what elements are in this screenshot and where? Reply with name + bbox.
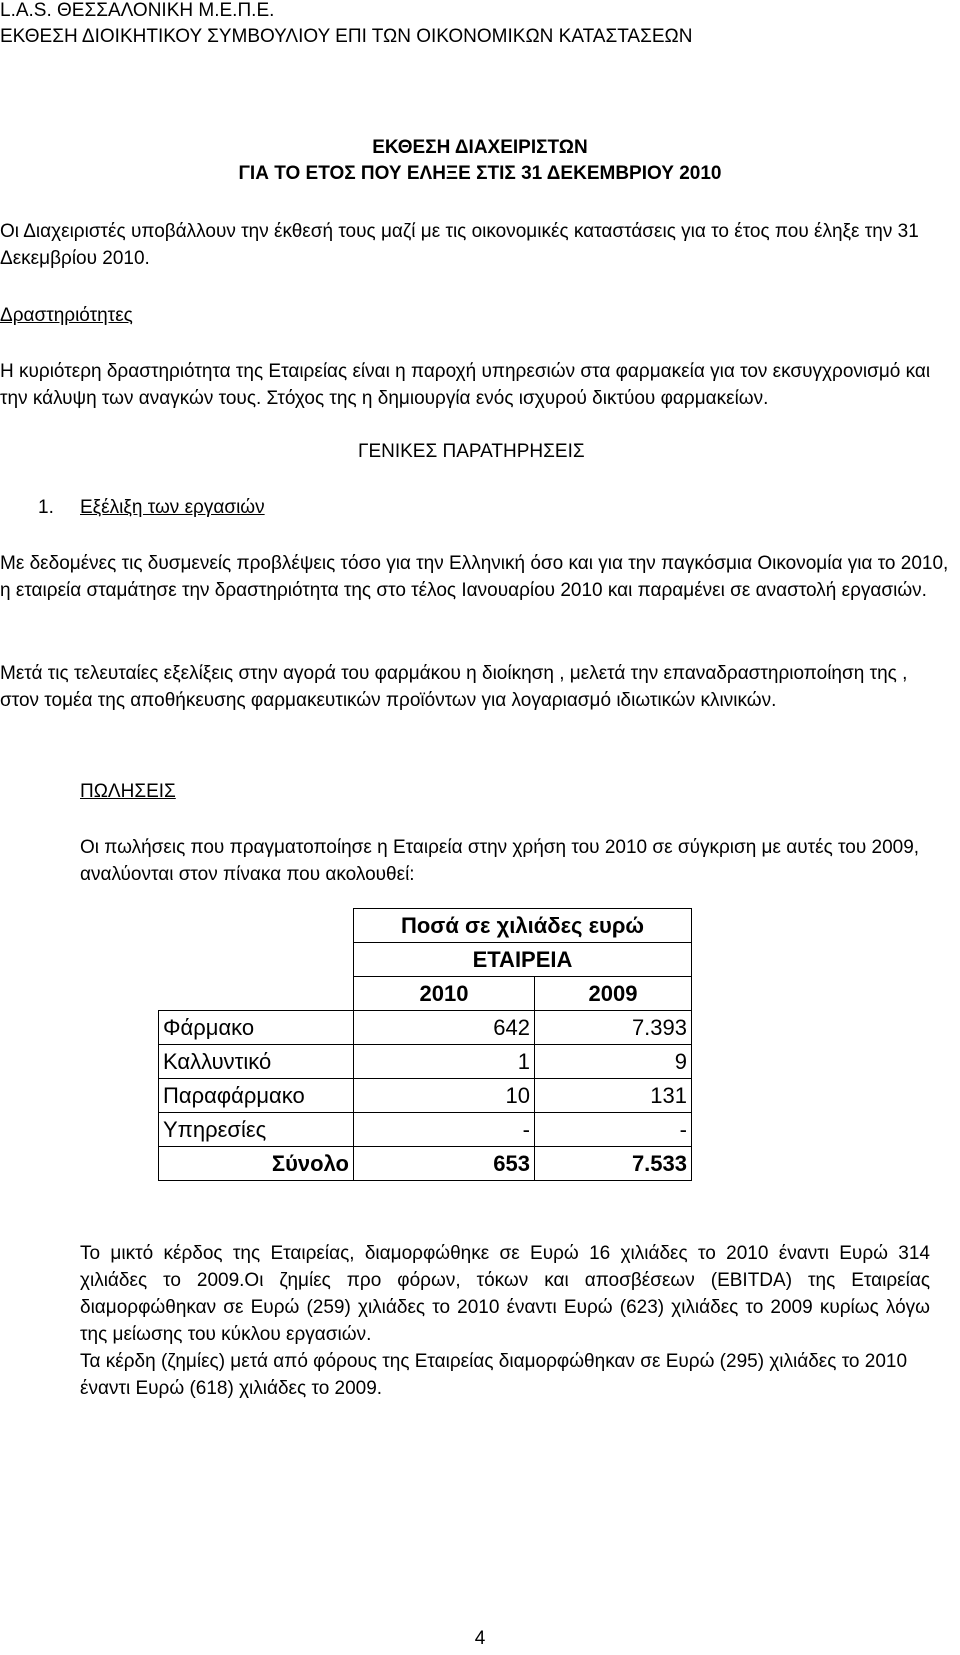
sales-table — [158, 908, 692, 1181]
sales-heading: ΠΩΛΗΣΕΙΣ — [80, 781, 176, 802]
activities-paragraph: Η κυριότερη δραστηριότητα της Εταιρείας είναι η παροχή υπηρεσιών στα φαρμακεία για τον εκσυγχρονισμό και την κάλυψη των αναγκών τους. Στόχος της η δημιουργία ενός ισχυρού δικτύου φαρμακείων. — [0, 361, 931, 409]
value-2010: 1 — [354, 1045, 535, 1079]
section-title: Εξέλιξη των εργασιών — [80, 497, 265, 518]
table-header-row — [159, 977, 692, 1011]
value-2009: 7.393 — [535, 1011, 692, 1045]
general-remarks-heading: ΓΕΝΙΚΕΣ ΠΑΡΑΤΗΡΗΣΕΙΣ — [358, 441, 585, 462]
operations-paragraph: Με δεδομένες τις δυσμενείς προβλέψεις τόσο για την Ελληνική όσο και για την παγκόσμια Οικονομία για το 2010, η εταιρεία σταμάτησε την δραστηριότητα της στο τέλος Ιανουαρίου 2010 και παραμένει σε αναστολή εργασιών. — [0, 553, 949, 601]
table-row — [159, 1011, 692, 1045]
total-label: Σύνολο — [159, 1147, 354, 1181]
value-2010: - — [354, 1113, 535, 1147]
amounts-header: Ποσά σε χιλιάδες ευρώ — [354, 909, 692, 943]
table-header-row — [159, 943, 692, 977]
intro-paragraph: Οι Διαχειριστές υποβάλλουν την έκθεσή τους μαζί με τις οικονομικές καταστάσεις για το έτος που έληξε την 31 Δεκεμβρίου 2010. — [0, 221, 919, 269]
value-2010: 642 — [354, 1011, 535, 1045]
section-number: 1. — [38, 497, 54, 518]
row-label: Παραφάρμακο — [159, 1079, 354, 1113]
row-label: Υπηρεσίες — [159, 1113, 354, 1147]
sales-intro: Οι πωλήσεις που πραγματοποίησε η Εταιρεία στην χρήση του 2010 σε σύγκριση με αυτές του 2009, αναλύονται στον πίνακα που ακολουθεί: — [80, 837, 920, 885]
value-2009: - — [535, 1113, 692, 1147]
company-name: L.A.S. ΘΕΣΣΑΛΟΝΙΚΗ Μ.Ε.Π.Ε. — [0, 0, 275, 21]
document-subtitle: ΕΚΘΕΣΗ ΔΙΟΙΚΗΤΙΚΟΥ ΣΥΜΒΟΥΛΙΟΥ ΕΠΙ ΤΩΝ ΟΙΚΟΝΟΜΙΚΩΝ ΚΑΤΑΣΤΑΣΕΩΝ — [0, 26, 693, 47]
net-result-paragraph: Τα κέρδη (ζημίες) μετά από φόρους της Εταιρείας διαμορφώθηκαν σε Ευρώ (295) χιλιάδες το 2010 έναντι Ευρώ (618) χιλιάδες το 2009. — [80, 1351, 908, 1399]
table-header-row — [159, 909, 692, 943]
value-2010: 10 — [354, 1079, 535, 1113]
total-row — [159, 1147, 692, 1181]
col-2009-header: 2009 — [535, 977, 692, 1011]
report-period: ΓΙΑ ΤΟ ΕΤΟΣ ΠΟΥ ΕΛΗΞΕ ΣΤΙΣ 31 ΔΕΚΕΜΒΡΙΟΥ 2010 — [238, 163, 722, 184]
company-header: ΕΤΑΙΡΕΙΑ — [354, 943, 692, 977]
activities-heading: Δραστηριότητες — [0, 305, 133, 326]
total-2010: 653 — [354, 1147, 535, 1181]
gross-profit-paragraph: Το μικτό κέρδος της Εταιρείας, διαμορφώθηκε σε Ευρώ 16 χιλιάδες το 2010 έναντι Ευρώ 314 χιλιάδες το 2009.Οι ζημίες προ φόρων, τόκων και αποσβέσεων (EBITDA) της Εταιρείας διαμορφώθηκαν σε Ευρώ (259) χιλιάδες το 2010 έναντι Ευρώ (623) χιλιάδες το 2009 κυρίως λόγω της μείωσης του κύκλου εργασιών. — [80, 1243, 930, 1345]
table-row — [159, 1079, 692, 1113]
value-2009: 131 — [535, 1079, 692, 1113]
report-title: ΕΚΘΕΣΗ ΔΙΑΧΕΙΡΙΣΤΩΝ — [372, 137, 588, 158]
table-row — [159, 1045, 692, 1079]
row-label: Καλλυντικό — [159, 1045, 354, 1079]
row-label: Φάρμακο — [159, 1011, 354, 1045]
value-2009: 9 — [535, 1045, 692, 1079]
col-2010-header: 2010 — [354, 977, 535, 1011]
total-2009: 7.533 — [535, 1147, 692, 1181]
page-number: 4 — [474, 1628, 486, 1649]
outlook-paragraph: Μετά τις τελευταίες εξελίξεις στην αγορά του φαρμάκου η διοίκηση , μελετά την επαναδραστηριοποίηση της , στον τομέα της αποθήκευσης φαρμακευτικών προϊόντων για λογαριασμό ιδιωτικών κλινικών. — [0, 663, 908, 711]
table-row — [159, 1113, 692, 1147]
